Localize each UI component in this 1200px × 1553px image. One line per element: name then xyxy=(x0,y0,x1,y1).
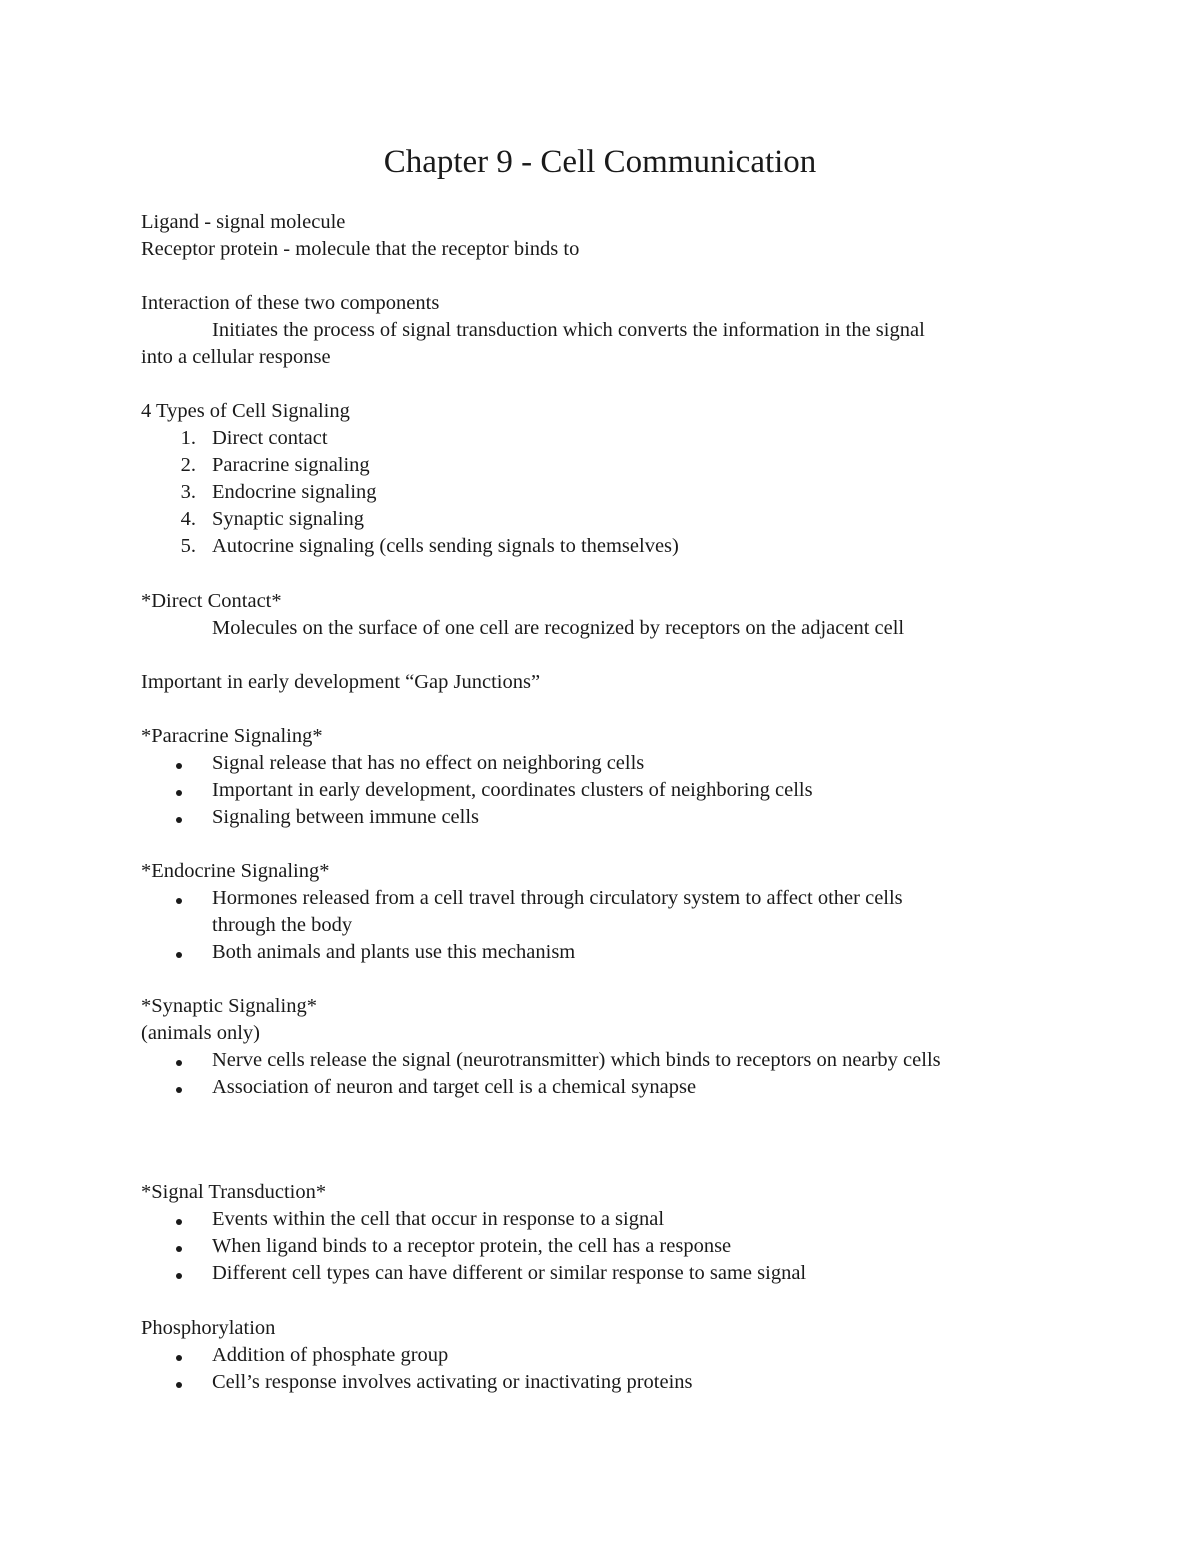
bullet-icon xyxy=(176,1382,182,1388)
synaptic-heading: *Synaptic Signaling* xyxy=(141,995,317,1017)
list-item: Both animals and plants use this mechanism xyxy=(212,941,576,963)
bullet-icon xyxy=(176,952,182,958)
bullet-icon xyxy=(176,817,182,823)
bullet-icon xyxy=(176,898,182,904)
definition-ligand: Ligand - signal molecule xyxy=(141,211,346,233)
direct-contact-note: Important in early development “Gap Junctions” xyxy=(141,671,541,693)
list-item: Cell’s response involves activating or inactivating proteins xyxy=(212,1371,693,1393)
list-item: Different cell types can have different or similar response to same signal xyxy=(212,1262,807,1284)
list-item: Association of neuron and target cell is a chemical synapse xyxy=(212,1076,697,1098)
list-item: Autocrine signaling (cells sending signals to themselves) xyxy=(212,535,679,557)
bullet-icon xyxy=(176,1273,182,1279)
list-item: Important in early development, coordinates clusters of neighboring cells xyxy=(212,779,813,801)
definition-receptor-protein: Receptor protein - molecule that the receptor binds to xyxy=(141,238,580,260)
list-item: Nerve cells release the signal (neurotransmitter) which binds to receptors on nearby cells xyxy=(212,1049,941,1071)
direct-contact-heading: *Direct Contact* xyxy=(141,590,282,612)
list-item: When ligand binds to a receptor protein, the cell has a response xyxy=(212,1235,732,1257)
bullet-icon xyxy=(176,790,182,796)
list-item-line1: Hormones released from a cell travel through circulatory system to affect other cells xyxy=(212,887,903,909)
interaction-heading: Interaction of these two components xyxy=(141,292,440,314)
list-number: 4. xyxy=(180,508,196,530)
list-number: 1. xyxy=(180,427,196,449)
page-title: Chapter 9 - Cell Communication xyxy=(383,144,817,180)
interaction-text-line2: into a cellular response xyxy=(141,346,331,368)
bullet-icon xyxy=(176,1355,182,1361)
list-item: Paracrine signaling xyxy=(212,454,370,476)
bullet-icon xyxy=(176,763,182,769)
direct-contact-text: Molecules on the surface of one cell are recognized by receptors on the adjacent cell xyxy=(212,617,905,639)
list-item: Endocrine signaling xyxy=(212,481,377,503)
transduction-heading: *Signal Transduction* xyxy=(141,1181,327,1203)
endocrine-heading: *Endocrine Signaling* xyxy=(141,860,330,882)
interaction-text-line1: Initiates the process of signal transduction which converts the information in the signal xyxy=(212,319,925,341)
bullet-icon xyxy=(176,1246,182,1252)
types-heading: 4 Types of Cell Signaling xyxy=(141,400,350,422)
list-item: Signal release that has no effect on neighboring cells xyxy=(212,752,645,774)
list-item: Direct contact xyxy=(212,427,328,449)
phosphorylation-heading: Phosphorylation xyxy=(141,1317,276,1339)
list-item: Synaptic signaling xyxy=(212,508,365,530)
synaptic-subheading: (animals only) xyxy=(141,1022,260,1044)
bullet-icon xyxy=(176,1219,182,1225)
paracrine-heading: *Paracrine Signaling* xyxy=(141,725,323,747)
list-number: 3. xyxy=(180,481,196,503)
list-number: 2. xyxy=(180,454,196,476)
list-item: Signaling between immune cells xyxy=(212,806,480,828)
list-item-line2: through the body xyxy=(212,914,353,936)
list-item: Events within the cell that occur in response to a signal xyxy=(212,1208,665,1230)
bullet-icon xyxy=(176,1087,182,1093)
list-item: Addition of phosphate group xyxy=(212,1344,449,1366)
bullet-icon xyxy=(176,1060,182,1066)
list-number: 5. xyxy=(180,535,196,557)
